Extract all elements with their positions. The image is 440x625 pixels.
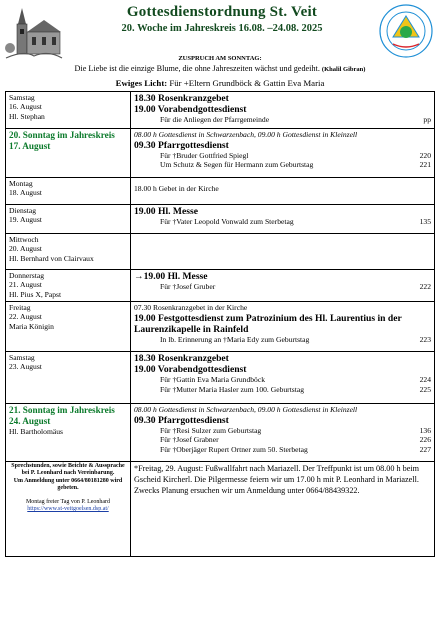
intention-row: [134, 426, 431, 436]
day-row: [6, 92, 435, 129]
events-cell: [131, 404, 435, 462]
church-icon: [4, 2, 64, 62]
motto-quote-text: Die Liebe ist die einzige Blume, die ohne Jahreszeiten wächst und gedeiht.: [74, 64, 320, 73]
motto-author: (Khalil Gibran): [321, 66, 366, 73]
feast: Maria Königin: [9, 321, 54, 331]
day-cell: [6, 234, 131, 270]
day-off-text: Montag freier Tag von P. Leonhard: [25, 498, 111, 505]
intention-text: Für †Gattin Eva Maria Grundböck: [160, 375, 266, 384]
intention-number: 135: [419, 217, 431, 226]
feast: Hl. Bartholomäus: [9, 427, 63, 436]
intention-number: 224: [419, 375, 431, 384]
date: 20. August: [9, 244, 42, 254]
intention-row: [134, 217, 431, 227]
events-cell: [131, 92, 435, 129]
intention-row: [134, 115, 431, 125]
intention-row: [134, 151, 431, 161]
intention-row: [134, 435, 431, 445]
date: 18. August: [9, 188, 42, 198]
weekday: Samstag: [9, 353, 35, 362]
intention-row: [134, 160, 431, 170]
intention-text: Für †Mutter Maria Hasler zum 100. Geburtstag: [160, 384, 305, 394]
day-row: [6, 302, 435, 352]
event-note: 08.00 h Gottesdienst in Schwarzenbach, 09.00 h Gottesdienst in Kleinzell: [134, 405, 358, 414]
intention-text: Für †Vater Leopold Vonwald zum Sterbetag: [160, 217, 294, 226]
event-note: 08.00 h Gottesdienst in Schwarzenbach, 09.00 h Gottesdienst in Kleinzell: [134, 130, 358, 139]
day-cell: [6, 302, 131, 352]
intention-row: [134, 375, 431, 385]
date: 19. August: [9, 215, 42, 225]
intention-number: 136: [419, 425, 431, 435]
event-title: 19.00 Hl. Messe: [134, 206, 198, 217]
ewiges-licht-text: Für +Eltern Grundböck & Gattin Eva Maria: [169, 78, 325, 88]
office-hours-cell: [6, 462, 131, 557]
schedule-table: [5, 91, 435, 557]
event-title: 09.30 Pfarrgottesdienst: [134, 414, 229, 426]
event-title: 18.00 h Gebet in der Kirche: [134, 184, 219, 193]
motto-label: ZUSPRUCH AM SONNTAG:: [178, 55, 262, 62]
pilgrimage-text: *Freitag, 29. August: Fußwallfahrt nach Mariazell. Der Treffpunkt ist um 08.00 h beim Gscheid Kircherl. Die Pilgermesse feiern wir um 17.00 h mit P. Leonhard in Mariazell. Zwecks Planung ersuchen wir um Anmeldung unter 0664/88439322.: [134, 464, 420, 495]
events-cell: [131, 178, 435, 205]
event-title: 18.30 Rosenkranzgebet: [134, 93, 229, 104]
date: 22. August: [9, 312, 42, 322]
intention-text: Für †Oberjäger Rupert Ortner zum 50. Sterbetag: [160, 445, 308, 455]
intention-text: Für die Anliegen der Pfarrgemeinde: [160, 115, 270, 124]
intention-row: [134, 335, 431, 345]
page-title: Gottesdienstordnung St. Veit: [126, 4, 318, 20]
day-cell: [6, 129, 131, 178]
events-cell: [131, 205, 435, 234]
event-title: 18.30 Rosenkranzgebet: [134, 353, 229, 364]
header: [0, 0, 440, 92]
date: 21. August: [9, 280, 42, 290]
day-row: [6, 205, 435, 234]
feast: Hl. Stephan: [9, 111, 45, 121]
weekday: Donnerstag: [9, 271, 45, 280]
intention-text: Für †Josef Gruber: [160, 282, 216, 291]
feast: Hl. Pius X, Papst: [9, 289, 62, 299]
intention-number: 226: [419, 435, 431, 445]
day-row: [6, 234, 435, 270]
pilgrimage-cell: [131, 462, 435, 557]
events-cell: [131, 234, 435, 270]
event-title: 09.30 Pfarrgottesdienst: [134, 139, 229, 151]
weekday: Montag: [9, 179, 33, 188]
day-cell: [6, 352, 131, 404]
day-cell: [6, 178, 131, 205]
day-row: [6, 404, 435, 462]
motto-quote: [0, 64, 440, 73]
day-row: [6, 129, 435, 178]
intention-text: In lb. Erinnerung an †Maria Edy zum Geburtstag: [160, 334, 310, 344]
day-row: [6, 352, 435, 404]
intention-row: [134, 445, 431, 455]
weekday: Mittwoch: [9, 235, 39, 244]
intention-number: 227: [419, 445, 431, 455]
parish-website-link[interactable]: https://www.st-veitgoelsen.dsp.at/: [27, 506, 109, 513]
footer-row: [6, 462, 435, 557]
date: 23. August: [9, 362, 42, 372]
intention-text: Um Schutz & Segen für Hermann zum Geburtstag: [160, 160, 314, 170]
intention-text: Für †Josef Grabner: [160, 435, 219, 445]
intention-number: pp: [423, 115, 431, 124]
page-subtitle: 20. Woche im Jahreskreis 16.08. –24.08. 2025: [121, 23, 323, 34]
event-title: →19.00 Hl. Messe: [134, 271, 208, 282]
event-title: 19.00 Vorabendgottesdienst: [134, 364, 247, 375]
events-cell: [131, 302, 435, 352]
events-cell: [131, 129, 435, 178]
day-cell: [6, 270, 131, 302]
intention-text: Für †Resi Sulzer zum Geburtstag: [160, 425, 262, 435]
intention-row: [134, 385, 431, 395]
weekday: Freitag: [9, 303, 31, 312]
intention-number: 221: [419, 160, 431, 170]
day-cell: [6, 92, 131, 129]
events-cell: [131, 270, 435, 302]
intention-text: Für †Bruder Gottfried Spiegl: [160, 150, 249, 160]
intention-number: 222: [419, 282, 431, 291]
event-title: 19.00 Vorabendgottesdienst: [134, 104, 247, 115]
ewiges-licht-label: Ewiges Licht:: [115, 78, 168, 88]
event-title: 07.30 Rosenkranzgebet in der Kirche: [134, 303, 248, 312]
intention-number: 225: [419, 384, 431, 394]
weekday: Dienstag: [9, 206, 36, 215]
event-title: 19.00 Festgottesdienst zum Patrozinium des Hl. Laurentius in der Laurenzikapelle in Rainfeld: [134, 312, 402, 335]
events-cell: [131, 352, 435, 404]
office-hours-text: Sprechstunden, sowie Beichte & Aussprache bei P. Leonhard nach Vereinbarung.: [11, 463, 125, 477]
intention-number: 223: [419, 334, 431, 344]
date: 17. August: [9, 141, 51, 151]
day-cell: [6, 205, 131, 234]
day-row: [6, 178, 435, 205]
parish-seal-icon: [379, 4, 433, 58]
feast: Hl. Bernhard von Clairvaux: [9, 253, 94, 263]
day-row: [6, 270, 435, 302]
weekday: Samstag: [9, 93, 35, 102]
intention-row: [134, 282, 431, 292]
ewiges-licht: [0, 78, 440, 88]
day-cell: [6, 404, 131, 462]
date: 16. August: [9, 102, 42, 112]
weekday: 20. Sonntag im Jahreskreis: [9, 130, 115, 140]
intention-number: 220: [419, 150, 431, 160]
office-hours-phone: Um Anmeldung unter 0664/80181280 wird gebeten.: [13, 477, 123, 492]
weekday: 21. Sonntag im Jahreskreis: [9, 405, 115, 415]
date: 24. August: [9, 416, 51, 426]
